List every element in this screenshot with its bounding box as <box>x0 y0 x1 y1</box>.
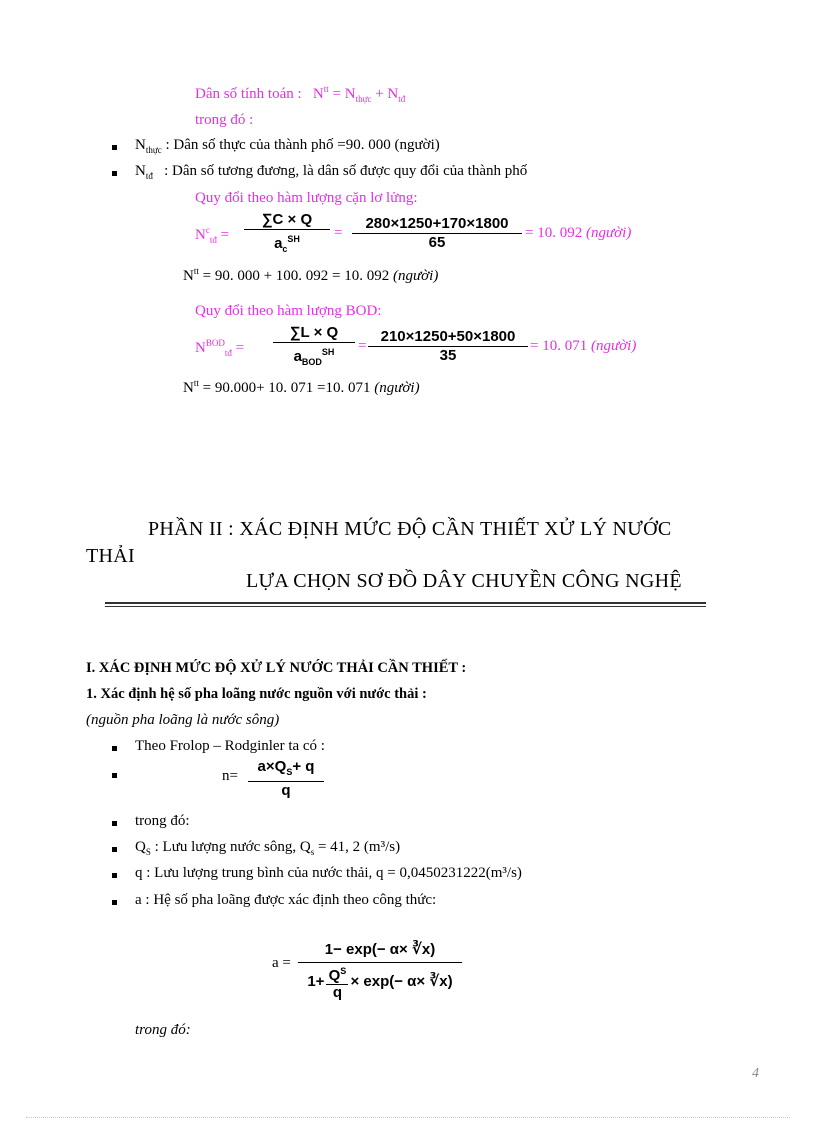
where-line: trong đó: <box>135 813 190 829</box>
section1-note: (nguồn pha loãng là nước sông) <box>86 712 280 728</box>
formula-rhs-prefix: = N <box>332 86 356 102</box>
a-frac-den-prefix: 1+ <box>307 973 325 990</box>
suspended-fraction-general <box>244 211 330 258</box>
bod-total-text: = 90.000+ 10. 071 =10. 071 <box>202 380 371 396</box>
a-frac-num: 1− exp(− α× ∛x) <box>324 941 436 958</box>
a-frac-den <box>307 963 452 1001</box>
item2-var: N <box>135 163 146 179</box>
suspended-lhs-sub: tđ <box>209 235 217 245</box>
bod-result-unit: (người) <box>590 338 637 354</box>
bod-eq2: = <box>358 338 367 354</box>
part2-heading-line1b: THẢI <box>86 545 135 567</box>
bullet <box>112 746 117 751</box>
frolop-line: Theo Frolop – Rodginler ta có : <box>135 738 325 754</box>
n-fraction <box>248 758 324 800</box>
river-flow-tail: = 41, 2 (m³/s) <box>317 839 401 855</box>
bullet <box>112 821 117 826</box>
bullet <box>112 145 117 150</box>
bullet <box>112 847 117 852</box>
bod-result-value: = 10. 071 <box>530 338 588 354</box>
a-inner-num <box>329 963 347 984</box>
n-lhs: n= <box>222 768 238 784</box>
formula-lhs-sup: tt <box>323 84 329 94</box>
population-formula <box>195 84 405 104</box>
river-flow-sub2: s <box>310 847 315 857</box>
part2-heading-line1: PHẦN II : XÁC ĐỊNH MỨC ĐỘ CẦN THIẾT XỬ LÝ NƯỚC <box>148 518 672 540</box>
suspended-total <box>183 266 438 285</box>
bullet <box>112 773 117 778</box>
bod-lhs <box>195 338 244 358</box>
item2-sub: tđ <box>145 171 153 181</box>
river-flow-var: Q <box>135 839 146 855</box>
bod-frac1-den-a: a <box>293 348 302 365</box>
footer-dotted-line <box>26 1117 790 1118</box>
bullet <box>112 171 117 176</box>
n-frac-num <box>258 758 315 781</box>
bod-frac2-den: 35 <box>439 347 457 364</box>
bod-total-sup: tt <box>193 378 199 388</box>
suspended-lhs <box>195 225 229 245</box>
bod-total-unit: (người) <box>374 380 420 396</box>
river-flow-line <box>135 839 400 857</box>
bod-title: Quy đổi theo hàm lượng BOD: <box>195 303 382 319</box>
a-inner-den: q <box>332 984 343 1001</box>
wastewater-flow-line: q : Lưu lượng trung bình của nước thải, q = 0,0450231222(m³/s) <box>135 865 522 881</box>
bullet <box>112 873 117 878</box>
item2-text: : Dân số tương đương, là dân số được quy đổi của thành phố <box>164 163 528 179</box>
bod-fraction-values <box>368 328 528 365</box>
where-italic: trong đó: <box>135 1022 191 1038</box>
bod-lhs-sup: BOD <box>205 338 225 348</box>
a-fraction <box>298 938 462 1001</box>
suspended-title: Quy đổi theo hàm lượng cặn lơ lửng: <box>195 190 418 206</box>
suspended-frac1-num: ∑C × Q <box>261 211 313 228</box>
suspended-fraction-values <box>352 215 522 252</box>
a-lhs: a = <box>272 955 291 971</box>
bullet <box>112 900 117 905</box>
formula-rhs-mid: + N <box>375 86 399 102</box>
suspended-frac1-den-sup: SH <box>287 234 300 244</box>
a-inner-num-q: Q <box>328 967 341 984</box>
suspended-result <box>525 225 631 242</box>
bod-lhs-sub: tđ <box>224 348 232 358</box>
suspended-eq2: = <box>334 225 343 241</box>
n-frac-den: q <box>281 782 291 799</box>
heading-rule <box>105 606 706 607</box>
item1-var: N <box>135 137 146 153</box>
a-inner-fraction <box>326 963 348 1001</box>
suspended-lhs-n: N <box>195 227 206 243</box>
suspended-frac2-num: 280×1250+170×1800 <box>365 215 509 232</box>
n-frac-num-main: a×Q <box>257 758 287 775</box>
bod-fraction-general <box>273 324 355 371</box>
suspended-result-value: = 10. 092 <box>525 225 583 241</box>
bod-lhs-n: N <box>195 340 206 356</box>
page-number: 4 <box>752 1066 759 1081</box>
bod-frac1-den-sup: SH <box>321 347 335 357</box>
item1-sub: thực <box>145 145 162 155</box>
bod-frac2-num: 210×1250+50×1800 <box>380 328 516 345</box>
formula-label: Dân số tính toán : <box>195 86 302 102</box>
a-inner-num-sup: S <box>340 966 347 976</box>
river-flow-sub: S <box>145 847 151 857</box>
bod-frac1-num: ∑L × Q <box>289 324 339 341</box>
suspended-lhs-sup: c <box>205 225 210 235</box>
formula-rhs-sub2: tđ <box>398 94 406 104</box>
dilution-coef-line: a : Hệ số pha loãng được xác định theo công thức: <box>135 892 437 908</box>
n-frac-num-sub: S <box>286 767 293 777</box>
item-actual-population <box>135 137 440 155</box>
heading-rule <box>105 602 706 604</box>
suspended-frac1-den-sub: c <box>282 244 288 254</box>
where-label: trong đó : <box>195 112 254 128</box>
n-frac-num-tail: + q <box>292 758 315 775</box>
suspended-frac2-den: 65 <box>428 234 446 251</box>
suspended-total-sup: tt <box>193 266 199 276</box>
suspended-total-text: = 90. 000 + 100. 092 = 10. 092 <box>202 268 390 284</box>
a-frac-den-tail: × exp(− α× ∛x) <box>350 973 453 990</box>
section1-title: I. XÁC ĐỊNH MỨC ĐỘ XỬ LÝ NƯỚC THẢI CẦN THIẾT : <box>86 660 467 676</box>
bod-total <box>183 378 420 397</box>
part2-heading-line2: LỰA CHỌN SƠ ĐỒ DÂY CHUYỀN CÔNG NGHỆ <box>246 570 682 592</box>
bod-total-n: N <box>183 380 194 396</box>
bod-result <box>530 338 636 355</box>
suspended-lhs-eq: = <box>220 227 230 243</box>
item-equivalent-population <box>135 163 527 181</box>
suspended-frac1-den <box>274 230 300 258</box>
suspended-frac1-den-a: a <box>274 235 283 252</box>
suspended-total-n: N <box>183 268 194 284</box>
suspended-result-unit: (người) <box>585 225 632 241</box>
bod-frac1-den-sub: BOD <box>301 357 322 367</box>
bod-lhs-eq: = <box>235 340 245 356</box>
bod-frac1-den <box>294 343 335 371</box>
section1-subtitle: 1. Xác định hệ số pha loãng nước nguồn với nước thải : <box>86 686 427 702</box>
suspended-total-unit: (người) <box>393 268 439 284</box>
item1-text: : Dân số thực của thành phố =90. 000 (người) <box>165 137 440 153</box>
river-flow-text: : Lưu lượng nước sông, Q <box>154 839 311 855</box>
formula-lhs: N <box>312 86 324 102</box>
formula-rhs-sub1: thực <box>355 94 372 104</box>
